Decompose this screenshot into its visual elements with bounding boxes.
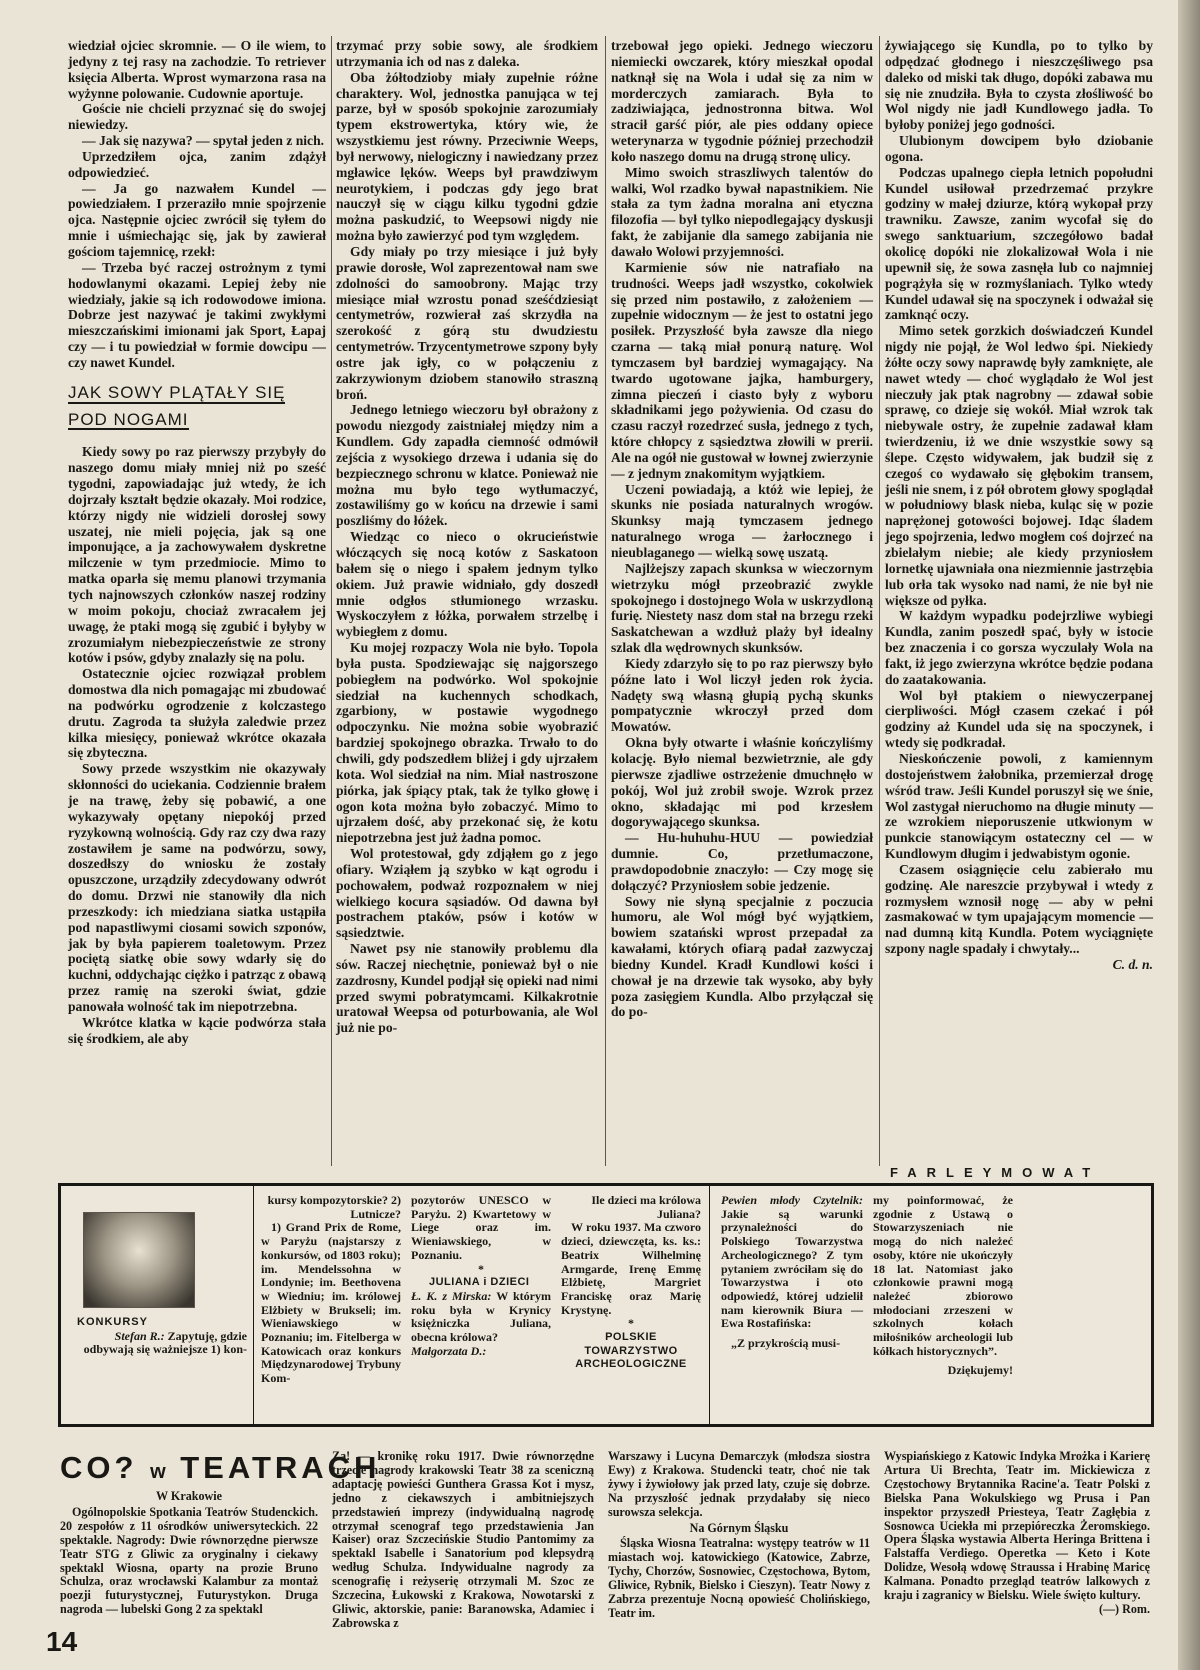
reader-questions-box — [58, 1183, 1154, 1427]
teatr-title-co: CO? — [60, 1450, 138, 1485]
section-heading-line1: JAK SOWY PLĄTAŁY SIĘ — [68, 382, 286, 402]
paragraph: Sowy przede wszystkim nie okazywały skłonności do uciekania. Codziennie brałem je na trawę, żeby się pobawić, a one wykazywały opętany niepokój przed ryzykowną wolnością. Gdy raz czy dwa razy zostawiłem je same na podwórzu, sowy, doszedłszy do wniosku że zostały opuszczone, urządziły zdecydowany odwrót do domu. Drzwi nie stanowiły dla nich przeszkody: ich miedziana siatka ustąpiła pod napastliwymi ciosami sowich szponów, jak by była papierem toaletowym. Przez pociętą siatkę obie sowy wdarły się do kuchni, oddychając ciężko i patrząc z obawą przez ramię na szeroki świat, gdzie panowała wolność tak im niepotrzebna. — [68, 761, 326, 1014]
article-column-2 — [336, 38, 598, 1036]
juliana-question-2: Ile dzieci ma królowa Juliana? — [591, 1193, 701, 1221]
paragraph: Kiedy sowy po raz pierwszy przybyły do naszego domu miały mniej niż po sześć tygodni, zapowiadając już wtedy, że ich dojrzały kształt będzie okazały. Moi rodzice, którzy nigdy nie widzieli dorosłej sowy uszatej, nie mieli pojęcia, jak są one imponujące, a ja zachowywałem dyskretne milczenie w tym przedmiocie. Mimo to matka oparła się memu planowi trzymania tych najnowszych członków naszej rodziny w moim pokoju, chociaż zwracałem jej uwagę, że ptaki mogą się zgubić i byłyby w zrozumiałym niebezpieczeństwie ze strony kotów i psów, gdyby znalazły się na polu. — [68, 444, 326, 666]
towarzystwo-answer-start: „Z przykrością musi- — [731, 1336, 841, 1351]
paragraph: Ogólnopolskie Spotkania Teatrów Studenckich. 20 zespołów z 11 ośrodków uniwersyteckich. 22 spektakle. Nagrody: Dwie równorzędne pierwsze Teatr STG z Gliwic za oryginalny i ciekawy spektakl Wiosna, oparty na prozie Bruno Schulza, oraz wrocławski Kalambur za montaż poezji futurystycznej, Futurystykon. Druga nagroda — lubelski Gong 2 za spektakl — [60, 1504, 318, 1617]
paragraph: trzymać przy sobie sowy, ale środkiem utrzymania ich od nas z daleka. — [336, 38, 598, 69]
section-heading-line2: POD NOGAMI — [68, 409, 189, 429]
paragraph: Nieskończenie powoli, z kamiennym dostojeństwem żałobnika, przemierzał drogę wśród traw. Jeśli Kundel poruszył się we śnie, Wol zastygał nieruchomo na długie minuty — ze wzrokiem nieporuszenie utkwionym w punkcie stanowiącym ostateczny cel — w Kundlowym długim i jedwabistym ogonie. — [885, 750, 1153, 862]
paragraph: Czasem osiągnięcie celu zabierało mu godzinę. Ale nareszcie przybywał i wtedy z rozmysłem wznosił nogę — aby w pełni zasmakować w tym upajającym momencie — nad dumną kitą Kundla. Potem wyciągnięte szpony nagle spadały i chwytały... — [885, 861, 1153, 957]
paragraph: — Hu-huhuhu-HUU — powiedział dumnie. Co, przetłumaczone, prawdopodobnie znaczyło: — Czy mogę się dołączyć? Przyniosłem sobie jedzenie. — [611, 830, 873, 893]
teatr-signature: (—) Rom. — [1098, 1601, 1150, 1616]
juliana-asker-2: Małgorzata D.: — [411, 1343, 487, 1358]
paragraph: — Jak się nazywa? — spytał jeden z nich. — [82, 133, 325, 149]
paragraph: W każdym wypadku podejrzliwe wybiegi Kundla, zanim poszedł spać, były w istocie bez znaczenia i co gorsza wyczulały Wola na fakt, iż jego zwierzyna wkrótce będzie podana do zaatakowania. — [885, 608, 1153, 687]
article-column-4 — [885, 38, 1153, 973]
paragraph: Ku mojej rozpaczy Wola nie było. Topola była pusta. Spodziewając się najgorszego pobiegłem na podwórko. Wol spokojnie siedział na kuchennych schodkach, zgarbiony, w postawie wygodnego odpoczynku. Nie można sobie wyobrazić bardziej spokojnego obrazka. Trwało to do chwili, gdy podszedłem bliżej i gdy ujrzałem kota. Wol siedział na nim. Miał nastroszone piórka, jak śpiący ptak, tak że tylko głowę i ogon kota można było zobaczyć. Mimo to ujrzałem dość, aby przekonać się, że kotu niepotrzebna jest już żadna pomoc. — [336, 640, 598, 846]
article-column-3 — [611, 38, 873, 1020]
paragraph: — Ja go nazwałem Kundel — powiedziałem. I przeraziło mnie spojrzenie ojca. Następnie ojciec zwrócił się tyłem do mnie i uśmiechając się, jak by zawierał gościom tajemnicę, rzekł: — [68, 180, 326, 259]
paragraph: Ulubionym dowcipem było dziobanie ogona. — [885, 133, 1153, 164]
konkursy-answer-2: pozytorów UNESCO w Paryżu. 2) Kwartetowy w Liege oraz im. Wieniawskiego, w Poznaniu. — [411, 1193, 551, 1262]
paragraph: Nawet psy nie stanowiły problemu dla sów. Raczej niechętnie, ponieważ był o nie zazdrosny, Kundel podjął się opieki nad nimi przed swymi pobratymcami. Kilkakrotnie uratował Weepsa od poturbowania, ale Wol już nie po- — [336, 941, 598, 1036]
portrait-photo — [83, 1212, 195, 1308]
paragraph: Uczeni powiadają, a któż wie lepiej, że skunks nie posiada naturalnych wrogów. Skunksy mają tymczasem jednego naturalnego wroga — żarłocznego i nieublaganego — wielką sowę uszatą. — [611, 481, 873, 560]
towarzystwo-thanks: Dziękujemy! — [947, 1363, 1013, 1378]
box-column-1 — [261, 1194, 401, 1386]
paragraph: wiedział ojciec skromnie. — O ile wiem, to jedyny z tej rasy na zachodzie. To retriever księcia Alberta. Wprost wymarzona rasa na wyżynne polowanie. Cudownie aportuje. — [68, 38, 326, 101]
column-rule — [331, 36, 332, 1166]
paragraph: Mimo swoich straszliwych talentów do walki, Wol rzadko bywał napastnikiem. Nie stała za tym żadna moralna ani etyczna filozofia — był tylko niepodlegający dyskusji fakt, że zabijanie dla samego zabijania nie dawało Wolowi przyjemności. — [611, 164, 873, 259]
paragraph: Wol protestował, gdy zdjąłem go z jego ofiary. Wziąłem ją szybko w kąt ogrodu i pochowałem, podważ rozpoznałem w niej wielkiego kocura sąsiadów. Od dawna był postrachem ptaków, psów i kotów w sąsiedztwie. — [336, 846, 598, 941]
paragraph: Śląska Wiosna Teatralna: występy teatrów w 11 miastach woj. katowickiego (Katowice, Zabrze, Tychy, Chorzów, Sosnowiec, Częstochowa, Bytom, Gliwice, Rybnik, Bielsko i Cieszyn). Teatr Nowy z Zabrza prezentuje Nocną opowieść Cholińskiego, Teatr im. — [608, 1536, 870, 1620]
paragraph: — Trzeba być raczej ostrożnym z tymi hodowlanymi okazami. Lepiej żeby nie wiedziały, jakie są ich rodowodowe imiona. Dobrze jest nazywać je takimi zwykłymi mieszczańskimi imionami jak Sport, Łapaj czy — i tu powiedział w formie dowcipu — czy nawet Kundel. — [68, 259, 326, 370]
box-column-5 — [873, 1194, 1013, 1378]
towarzystwo-question: Jakie są warunki przynależności do Polskiego Towarzystwa Archeologicznego? Z tym pytaniem zwróciłam się do Towarzystwa i oto odpowiedź, której udzielił nam kierownik Biura — Ewa Rostafińska: — [721, 1206, 863, 1331]
towarzystwo-asker: Pewien młody Czytelnik: — [721, 1193, 863, 1207]
teatr-title-w: w — [150, 1461, 168, 1483]
konkursy-question-text: Zapytuję, gdzie odbywają się ważniejsze 1) kon- — [83, 1328, 247, 1357]
paragraph: Okna były otwarte i właśnie kończyliśmy kolację. Było niemal bezwietrznie, ale gdy pierwsze zjadliwe ostrzeżenie dmuchnęło w pokój, Wol już zrobił swoje. Wzrok przez okno, składając mi pod krzesłem dogorywającego skunksa. — [611, 735, 873, 830]
box-column-2 — [411, 1194, 551, 1358]
teatr-column-4 — [884, 1450, 1150, 1617]
teatr-sub-krakow: W Krakowie — [156, 1489, 222, 1503]
konkursy-title: KONKURSY — [77, 1316, 148, 1328]
paragraph: Oba żółtodzioby miały zupełnie różne charaktery. Wol, jednostka panująca w tej parze, był w sposób spokojnie zarozumiały typem ekstrowertyka, który wie, że wszystkiemu jest równy. Przeciwnie Weeps, był nerwowy, nielogiczny i nawiedzany przez mgławice lęków. Weeps był prawdziwym neurotykiem, i podczas gdy jego brat nauczył się w ciągu kilku tygodni gdzie można paskudzić, to Weepsowi nigdy nie można było zawierzyć pod tym względem. — [336, 69, 598, 244]
towarzystwo-title: POLSKIE TOWARZYSTWO ARCHEOLOGICZNE — [575, 1331, 687, 1371]
paragraph: Ostatecznie ojciec rozwiązał problem domostwa dla nich pomagając mi zbudować na podwórku ogrodzenie z kolczastego drutu. Zagroda ta służyła zaledwie przez kilka miesięcy, ponieważ wkrótce okazała się zbyteczna. — [68, 666, 326, 761]
page-spine-shadow — [1178, 0, 1200, 1670]
column-rule — [879, 36, 880, 1166]
paragraph: Warszawy i Lucyna Demarczyk (młodsza siostra Ewy) z Krakowa. Studencki teatr, choć nie tak żywy i żywiołowy jak przed laty, czuje się dobrze. Na przyszłość jednak przydałaby się nieco surowsza selekcja. — [608, 1449, 870, 1519]
teatr-sub-slask: Na Górnym Śląsku — [689, 1520, 789, 1535]
separator-star: * — [478, 1261, 484, 1276]
paragraph: żywiającego się Kundla, po to tylko by odpędzać głodnego i nieszczęśliwego psa daleko od miski tak długo, dopóki zabawa mu się nie znudziła. Była to czysta złośliwość bo Wol nigdy nie jadł Kundlowego jadła. To byłoby poniżej jego godności. — [885, 38, 1153, 133]
paragraph: Wol był ptakiem o niewyczerpanej cierpliwości. Mógł czasem czekać i pół godziny aż Kundel uda się na spoczynek, i wtedy się podkradał. — [885, 687, 1153, 751]
paragraph: Wyspiańskiego z Katowic Indyka Mrożka i Karierę Artura Ui Brechta, Teatr im. Mickiewicza z Częstochowy Brytannika Racine'a. Teatr Polski z Bielska Pana Wokulskiego wg Prusa i Pan inspektor przyszedł Priesteya, Teatr Zagłębia z Sosnowca Uciekła mi przepióreczka Żeromskiego. Opera Śląska wystawia Alberta Heringa Brittena i Falstaffa Verdiego. Operetka — Keto i Kote Dolidze, Wesołą wdowę Straussa i Hrabinę Maricę Kalmana. Ponadto przegląd teatrów lalkowych z kraju i zagranicy w Bielsku. Wiele święto kultury. — [884, 1449, 1150, 1603]
teatr-column-2 — [332, 1450, 594, 1631]
juliana-asker: Ł. K. z Mirska: — [411, 1288, 492, 1303]
konkursy-question-cont: kursy kompozytorskie? 2) Lutnicze? — [267, 1193, 401, 1221]
paragraph: Wkrótce klatka w kącie podwórza stała się środkiem, ale aby — [68, 1014, 326, 1046]
continued-signature: C. d. n. — [1112, 956, 1153, 972]
juliana-title: JULIANA i DZIECI — [429, 1276, 530, 1289]
teatr-column-1 — [60, 1488, 318, 1617]
paragraph: Goście nie chcieli przyznać się do swojej niewiedzy. — [68, 101, 326, 133]
page-number: 14 — [46, 1626, 78, 1657]
paragraph: Podczas upalnego ciepła letnich popołudni Kundel usiłował przedrzemać przykre godziny w małej dziurze, którą wykopał przy trawniku. Zawsze, zanim wycofał się do swego sanktuarium, szczegółowo badał okolicę dopóki nie zlokalizował Wola i nie upewnił się, że sowa zasnęła lub co najmniej pogrążyła się w rozmyślaniach. Tylko wtedy Kundel udawał się na spoczynek i odważał się zamknąć oczy. — [885, 164, 1153, 323]
paragraph: Uprzedziłem ojca, zanim zdążył odpowiedzieć. — [68, 148, 326, 180]
konkursy-answer-1: 1) Grand Prix de Rome, w Paryżu (najstarszy z konkursów, od 1803 roku); im. Mendelssohna w Londynie; im. Beethovena w Wiedniu; im. królowej Elżbiety w Brukseli; im. Wieniawskiego w Poznaniu; im. Fitelberga w Katowicach oraz konkurs Międzynarodowej Trybuny Kom- — [261, 1220, 401, 1386]
paragraph: Mimo setek gorzkich doświadczeń Kundel nigdy nie pojął, że Wol ledwo śpi. Niekiedy żółte oczy sowy naprawdę były zamknięte, ale nawet wtedy — choć wyglądało że Wol jest nieczuły jak ptak nagrobny — zdawał sobie sprawę, co dzieje się wokół. Miał wzrok tak niebywale ostry, że zupełnie zadawał kłam twierdzeniu, iż we dnie wszystkie sowy są ślepe. Często widywałem, jak budził się z czegoś co wydawało się głębokim transem, jeśli nie snem, i z pół obrotem głowy spoglądał w południowy blask nieba, kuląc się w pozie naprężonej gotowości bojowej. Idąc śladem jego spojrzenia, ledwo mogłem coś dojrzeć na zbielałym niebie; ale kiedy przyniosłem lornetkę ujawniała ona niezmiennie jastrzębia lub orła tak wysoko nad nami, że nie był nie większe od pyłka. — [885, 323, 1153, 608]
juliana-answer: W roku 1937. Ma czworo dzieci, dziewczęta, ks. ks.: Beatrix Wilhelminę Armgarde, Irenę Emmę Elżbietę, Margriet Franciskę oraz Marię Krystynę. — [561, 1220, 701, 1317]
paragraph: Jednego letniego wieczoru był obrażony z powodu niezgody zaistniałej między nim a Kundlem. Gdy zapadła ciemność odmówił zejścia z wysokiego drzewa i udania się do bezpiecznego schronu w klatce. Ponieważ nie można mu było tego wytłumaczyć, zostawiliśmy go w końcu na drzewie i sami poszliśmy do łóżek. — [336, 402, 598, 529]
juliana-question: W którym roku była w Krynicy księżniczka Juliana, obecna królowa? — [411, 1288, 551, 1345]
separator-star: * — [628, 1316, 634, 1331]
towarzystwo-answer-end: my poinformować, że zgodnie z Ustawą o Stowarzyszeniach nie mogą do nich należeć osoby, które nie ukończyły 18 lat. Natomiast jako członkowie prawni mogą należeć zbiorowo młodociani zrzeszeni w szkolnych kołach miłośników archeologii lub kółkach historycznych”. — [873, 1193, 1013, 1358]
konkursy-question — [77, 1316, 247, 1357]
teatr-title-rest: TEATRACH — [180, 1450, 381, 1485]
konkursy-asker: Stefan R.: — [114, 1328, 165, 1343]
paragraph: Gdy miały po trzy miesiące i już były prawie dorosłe, Wol zaprezentował nam swe zdolności do samoobrony. Mając trzy miesiące miał wzrostu ponad sześćdziesiąt centymetrów, rozwierał zaś skrzydła na szerokość z górą stu dwudziestu centymetrów. Trzycentymetrowe szpony były ostre jak igły, co w połączeniu z zakrzywionym dziobem stanowiło straszną broń. — [336, 243, 598, 402]
paragraph: Karmienie sów nie natrafiało na trudności. Weeps jadł wszystko, cokolwiek się przed nim postawiło, z założeniem — zupełnie widocznym — że jest to ostatni jego posiłek. Przyszłość była zawsze dla niego czarna — taką miał ponurą naturę. Wol tymczasem był bardziej wymagający. Na twardo ugotowane jajka, hamburgery, zimna pieczeń i ciasto były z wyboru składnikami jego pożywienia. Od czasu do czasu raczył rozedrzeć susła, jednego z tych, które chłopcy z sąsiedztwa złowili w prerii. Ale na ogół nie gustował w łownej zwierzynie — z jednym znakomitym wyjątkiem. — [611, 259, 873, 481]
paragraph: Za! — kronikę roku 1917. Dwie równorzędne trzecie nagrody krakowski Teatr 38 za sceniczną adaptację powieści Gunthera Grassa Kot i mysz, jedno z ciekawszych i ambitniejszych przedstawień imprezy (indywidualną nagrodę otrzymał scenograf tego przedstawienia Jan Kaiser) oraz Szczecińskie Studio Pantomimy za spektakl Isabelle i Sanatorium pod klepsydrą według Schulza. Indywidualne nagrody za scenografię i reżyserię otrzymali M. Szoc ze Szczecina, Łukowski z Krakowa, Nowotarski z Gliwic, aktorskie, panie: Baranowska, Adamiec i Zabrowska z — [332, 1449, 594, 1630]
paragraph: Kiedy zdarzyło się to po raz pierwszy było późne lato i Wol liczył jeden rok życia. Nadęty swą własną głupią pychą skunks pompatycznie wkroczył przed dom Mowatów. — [611, 655, 873, 735]
column-rule — [605, 36, 606, 1166]
teatr-section-title — [60, 1450, 381, 1489]
paragraph: trzebował jego opieki. Jednego wieczoru niemiecki owczarek, który mieszkał opodal natknął się na Wola i udał się za nim w morderczych zamiarach. Była to zadziwiająca, jednostronna bitwa. Wol stracił garść piór, ale pies oddany opiece weterynarza w tygodnie później przechodził koło naszego domu na drugą stronę ulicy. — [611, 38, 873, 164]
paragraph: Sowy nie słyną specjalnie z poczucia humoru, ale Wol mógł być wyjątkiem, bowiem szatański wprost przepadał za kawałami, których ofiarą padał zazwyczaj biedny Kundel. Kradł Kundlowi kości i chował je na drzewie tak wysoko, aby były poza zasięgiem Kundla. Albo przyłączał się do po- — [611, 893, 873, 1020]
paragraph: Wiedząc co nieco o okrucieństwie włóczących się nocą kotów z Saskatoon bałem się o niego i spałem jednym tylko okiem. Już prawie widniało, gdy doszedł mnie odgłos stłumionego wrzasku. Wyskoczyłem z łóżka, porwałem strzelbę i wybiegłem z domu. — [336, 529, 598, 640]
box-rule — [709, 1186, 710, 1424]
article-column-1 — [68, 38, 326, 1046]
author-name: FARLEYMOWAT — [890, 1165, 1101, 1180]
teatr-column-3 — [608, 1450, 870, 1621]
box-rule — [253, 1186, 254, 1424]
box-column-4 — [721, 1194, 863, 1351]
paragraph: Najlżejszy zapach skunksa w wieczornym wietrzyku mógł przeobrazić zwykle spokojnego i dostojnego Wola w uskrzydloną furię. Niestety nasz dom stał na brzegu rzeki Saskatchewan a wzdłuż plaży był idealny szlak dla wędrownych skunksów. — [611, 560, 873, 656]
box-column-3 — [561, 1194, 701, 1372]
